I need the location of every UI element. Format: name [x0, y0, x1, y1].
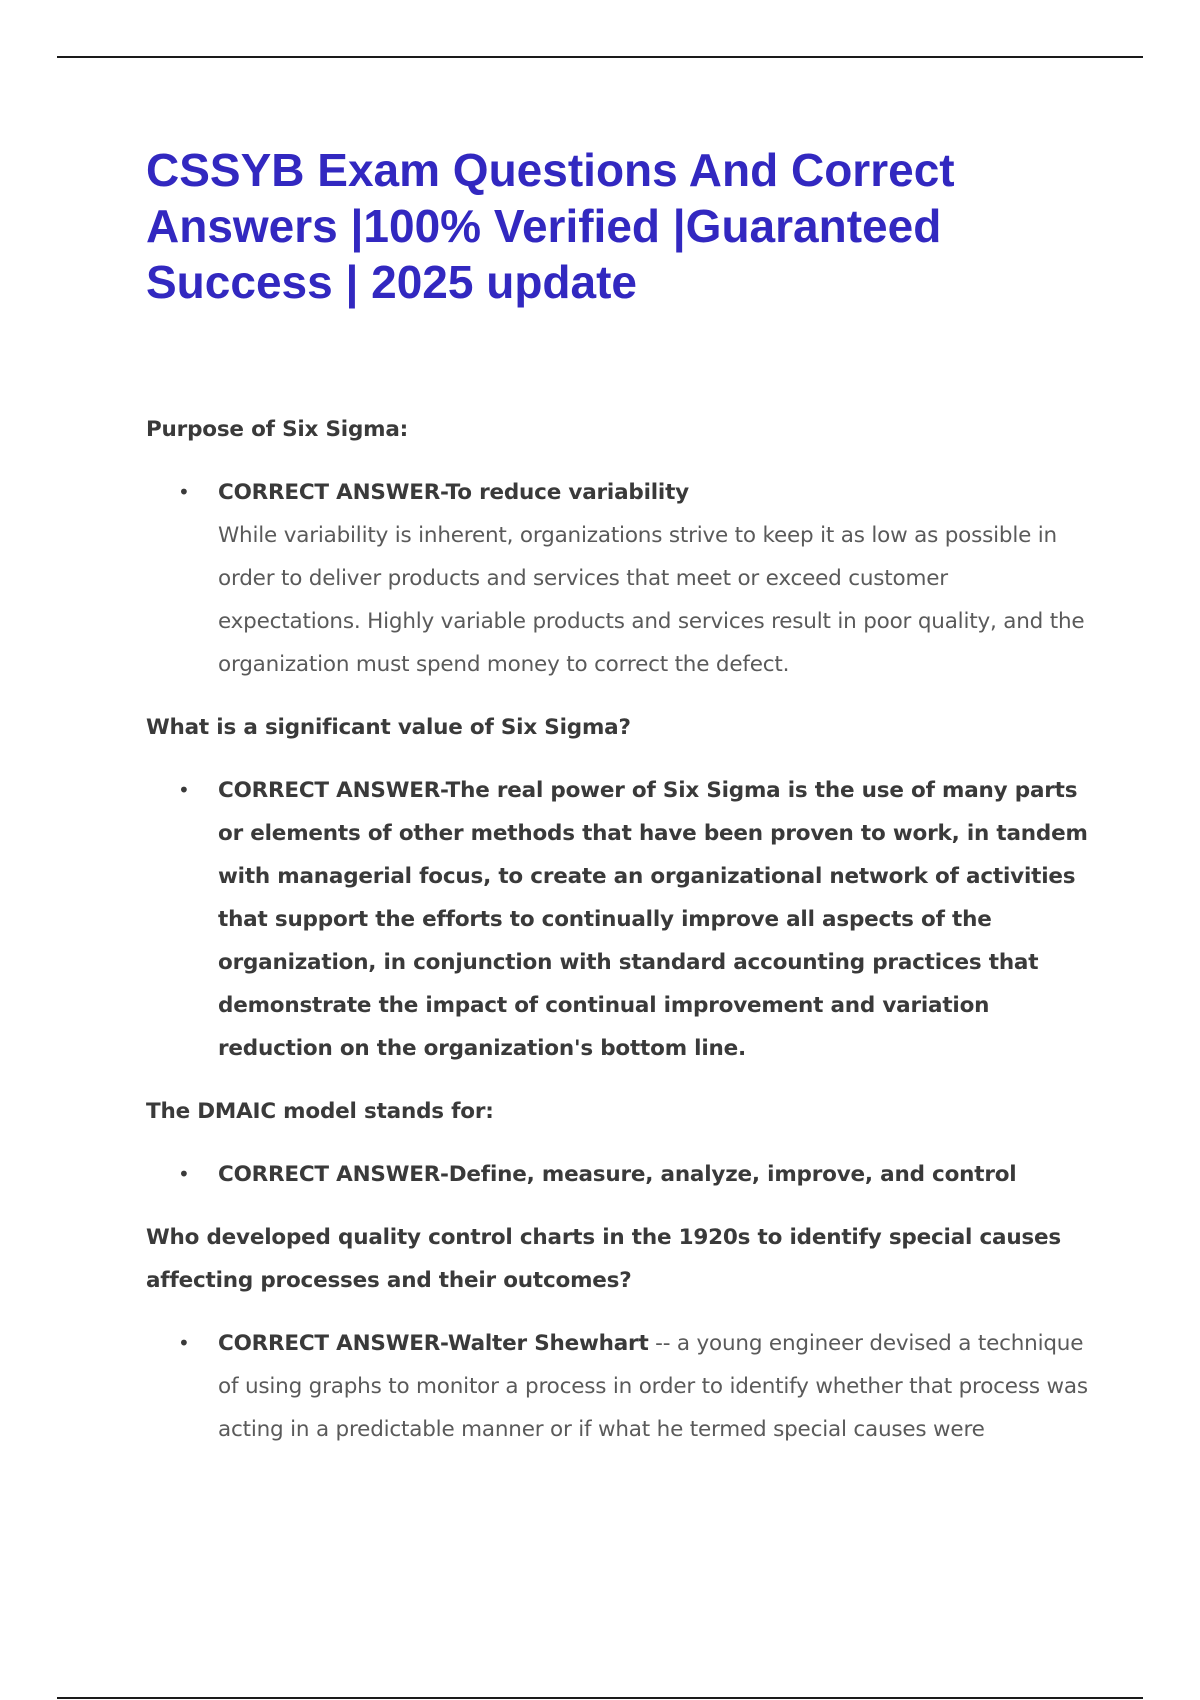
qa-item-2: [146, 706, 1096, 1070]
answer-item-3: [146, 1153, 1096, 1196]
question-2: What is a significant value of Six Sigma?: [146, 715, 631, 740]
document-title: CSSYB Exam Questions And Correct Answers |100% Verified |Guaranteed Success | 2025 update: [146, 144, 955, 308]
answer-list-3: [146, 1153, 1096, 1196]
question-3: The DMAIC model stands for:: [146, 1099, 494, 1124]
answer-item-2: [146, 769, 1096, 1070]
bullet-icon: •: [178, 778, 190, 802]
answer-item-1: [146, 471, 1096, 686]
answer-list-1: [146, 471, 1096, 686]
answer-list-4: [146, 1322, 1096, 1451]
answer-text-1: CORRECT ANSWER-To reduce variability: [218, 480, 689, 505]
bullet-icon: •: [178, 480, 190, 504]
answer-detail-4: -- a young engineer devised a technique of using graphs to monitor a process in order to identify whether that process was acting in a predictable manner or if what he termed special causes were: [218, 1331, 1088, 1442]
bullet-icon: •: [178, 1162, 190, 1186]
qa-item-3: [146, 1090, 1096, 1196]
answer-text-4: CORRECT ANSWER-Walter Shewhart: [218, 1331, 649, 1356]
bullet-icon: •: [178, 1331, 190, 1355]
qa-item-1: [146, 408, 1096, 686]
top-rule: [57, 56, 1143, 58]
answer-text-2: CORRECT ANSWER-The real power of Six Sigma is the use of many parts or elements of other methods that have been proven to work, in tandem with managerial focus, to create an organizational network of activities that support the efforts to continually improve all aspects of the organization, in conjunction with standard accounting practices that demonstrate the impact of continual improvement and variation reduction on the organization's bottom line.: [218, 778, 1088, 1061]
answer-text-3: CORRECT ANSWER-Define, measure, analyze, improve, and control: [218, 1162, 1017, 1187]
question-4: Who developed quality control charts in the 1920s to identify special causes affecting processes and their outcomes?: [146, 1225, 1062, 1293]
document-page: [146, 142, 1096, 1471]
qa-list: [146, 408, 1096, 1451]
question-1: Purpose of Six Sigma:: [146, 417, 409, 442]
bottom-rule: [57, 1697, 1143, 1699]
answer-list-2: [146, 769, 1096, 1070]
answer-item-4: [146, 1322, 1096, 1451]
qa-item-4: [146, 1216, 1096, 1451]
answer-detail-1: While variability is inherent, organizations strive to keep it as low as possible in order to deliver products and services that meet or exceed customer expectations. Highly variable products and services result in poor quality, and the organization must spend money to correct the defect.: [218, 523, 1085, 677]
